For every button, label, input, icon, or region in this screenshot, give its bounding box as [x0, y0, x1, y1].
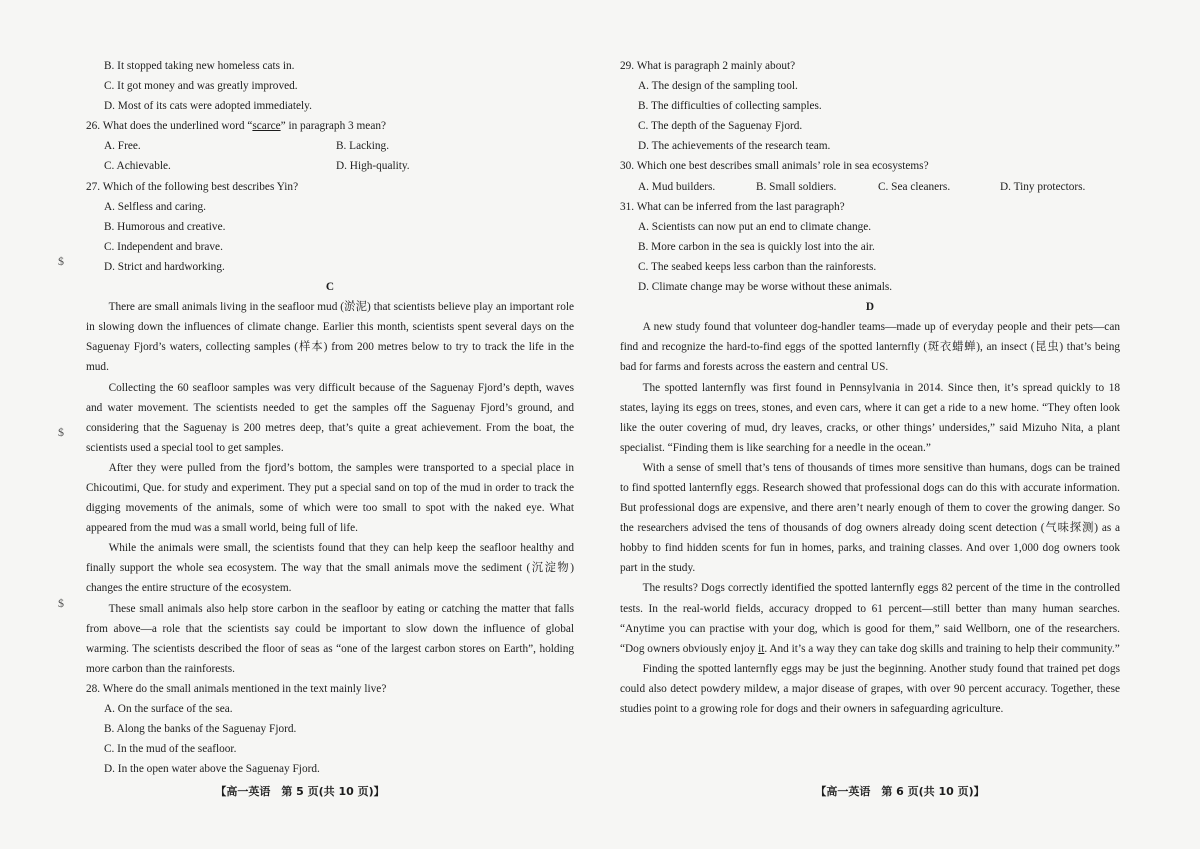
- q26-option-b[interactable]: B. Lacking.: [336, 140, 390, 153]
- q31-option-b[interactable]: B. More carbon in the sea is quickly lost into the air.: [638, 240, 875, 253]
- q28-option-d[interactable]: D. In the open water above the Saguenay Fjord.: [104, 763, 320, 776]
- q29-stem: 29. What is paragraph 2 mainly about?: [620, 60, 796, 72]
- q26-options: [86, 156, 574, 176]
- q28-option-b[interactable]: B. Along the banks of the Saguenay Fjord.: [104, 723, 297, 736]
- q26-options: [86, 136, 574, 156]
- q30-stem: 30. Which one best describes small animals’ role in sea ecosystems?: [620, 160, 929, 173]
- q30-option-b[interactable]: B. Small soldiers.: [756, 180, 837, 193]
- q26-option-d[interactable]: D. High-quality.: [336, 160, 410, 173]
- q26-option-a[interactable]: A. Free.: [104, 140, 141, 153]
- section-d-heading: D: [865, 301, 875, 314]
- q31-option-c[interactable]: C. The seabed keeps less carbon than the rainforests.: [638, 260, 877, 273]
- q26-stem: 26. What does the underlined word “scarce” in paragraph 3 mean?: [86, 120, 386, 133]
- q30-option-a[interactable]: A. Mud builders.: [638, 180, 716, 193]
- q28-stem: 28. Where do the small animals mentioned in the text mainly live?: [86, 682, 387, 695]
- underlined-word: it: [758, 642, 765, 655]
- passage-d-paragraph-5: Finding the spotted lanternfly eggs may be just the beginning. Another study found that trained pet dogs could also detect powdery mildew, a major disease of grapes, with over 90 percent accuracy. Together, these studies point to a growing role for dogs and their owners in safeguarding agriculture.: [620, 662, 1120, 715]
- page-footer-5: 【高一英语 第 5 页(共 10 页)】: [215, 785, 385, 798]
- binding-mark: $: [58, 254, 64, 268]
- q30-option-c[interactable]: C. Sea cleaners.: [878, 180, 951, 193]
- passage-d-paragraph-3: With a sense of smell that’s tens of thousands of times more sensitive than humans, dogs can be trained to find spotted lanternfly eggs. Research showed that professional dogs can do this with accurate information. But professional dogs are expensive, and there aren’t nearly enough of them to cover the growing danger. So the researchers advised the tens of thousands of dog owners already doing scent detection (气味探测) as a hobby to find hidden scents for fun in homes, parks, and training classes. And over 1,000 dog owners took part in the study.: [620, 461, 1120, 575]
- q27-option-a[interactable]: A. Selfless and caring.: [104, 200, 206, 213]
- passage-c-paragraph-3: After they were pulled from the fjord’s bottom, the samples were transported to a special place in Chicoutimi, Que. for study and experiment. They put a special sand on top of the mud in order to track the digging movements of the animals, some of which were too small to spot with the naked eye. What appeared from the mud was a small world, being full of life.: [86, 461, 574, 535]
- q29-option-c[interactable]: C. The depth of the Saguenay Fjord.: [638, 120, 803, 133]
- q31-option-a[interactable]: A. Scientists can now put an end to climate change.: [638, 220, 872, 233]
- binding-mark: $: [58, 425, 64, 439]
- passage-c-paragraph-1: There are small animals living in the seafloor mud (淤泥) that scientists believe play an important role in slowing down the influences of climate change. Earlier this month, scientists spent several days on the Saguenay Fjord’s waters, collecting samples (样本) from 200 metres below to try to track the life in the mud.: [86, 301, 574, 374]
- q29-option-a[interactable]: A. The design of the sampling tool.: [638, 80, 798, 93]
- passage-c-paragraph-4: While the animals were small, the scientists found that they can help keep the seafloor healthy and finally support the whole sea ecosystem. The way that the small animals move the sediment (沉淀物) changes the entire structure of the ecosystem.: [86, 542, 574, 595]
- q31-option-d[interactable]: D. Climate change may be worse without these animals.: [638, 281, 893, 294]
- q25-option-b[interactable]: B. It stopped taking new homeless cats in.: [104, 60, 295, 72]
- q31-stem: 31. What can be inferred from the last paragraph?: [620, 200, 845, 213]
- q28-option-a[interactable]: A. On the surface of the sea.: [104, 703, 233, 715]
- q27-option-c[interactable]: C. Independent and brave.: [104, 240, 223, 253]
- underlined-word: scarce: [252, 120, 281, 133]
- q25-option-c[interactable]: C. It got money and was greatly improved.: [104, 80, 298, 93]
- passage-c-paragraph-2: Collecting the 60 seafloor samples was very difficult because of the Saguenay Fjord’s depth, waves and water movement. The scientists needed to get the samples off the Saguenay Fjord’s ground, and considering that the Saguenay is 200 metres deep, that’s quite a great achievement. From the boat, the scientists used a special tool to get samples.: [86, 381, 574, 454]
- q25-option-d[interactable]: D. Most of its cats were adopted immediately.: [104, 100, 312, 113]
- binding-mark: $: [58, 596, 64, 610]
- q27-option-b[interactable]: B. Humorous and creative.: [104, 220, 226, 233]
- q30-option-d[interactable]: D. Tiny protectors.: [1000, 180, 1086, 193]
- passage-d-paragraph-1: A new study found that volunteer dog-handler teams—made up of everyday people and their pets—can find and recognize the hard-to-find eggs of the spotted lanternfly (斑衣蜡蝉), an insect (昆虫) that’s being bad for farms and forests across the eastern and central US.: [620, 321, 1120, 374]
- passage-d-paragraph-4: The results? Dogs correctly identified the spotted lanternfly eggs 82 percent of the time in the controlled tests. In the real-world fields, accuracy dropped to 61 percent—still better than many human searches. “Anytime you can practise with your dog, which is good for them,” said Wellborn, one of the researchers. “Dog owners obviously enjoy it. And it’s a way they can take dog skills and training to help their community.”: [620, 582, 1120, 655]
- page-footer-6: 【高一英语 第 6 页(共 10 页)】: [815, 785, 985, 798]
- q30-options: [620, 177, 1120, 197]
- q26-option-c[interactable]: C. Achievable.: [104, 160, 171, 173]
- q27-stem: 27. Which of the following best describes Yin?: [86, 180, 299, 193]
- passage-d-paragraph-2: The spotted lanternfly was first found in Pennsylvania in 2014. Since then, it’s spread quickly to 18 states, laying its eggs on trees, stones, and even cars, where it can get a ride to a new home. “They often look like the outer covering of mud, dry leaves, cracks, or other things’ undersides,” said Mizuho Nita, a plant specialist. “Finding them is like searching for a needle in the ocean.”: [620, 381, 1120, 454]
- section-c-heading: C: [325, 281, 335, 294]
- q29-option-b[interactable]: B. The difficulties of collecting samples.: [638, 100, 822, 113]
- q29-option-d[interactable]: D. The achievements of the research team.: [638, 140, 831, 153]
- q28-option-c[interactable]: C. In the mud of the seafloor.: [104, 743, 237, 756]
- right-page: [600, 0, 1200, 849]
- right-column: [620, 56, 1120, 719]
- left-column: [86, 56, 574, 779]
- passage-c-paragraph-5: These small animals also help store carbon in the seafloor by eating or catching the matter that falls from above—a role that the scientists say could be important to slow down the influence of global warming. The scientists described the floor of seas as “one of the largest carbon stores on Earth”, holding more carbon than the rainforests.: [86, 602, 574, 675]
- q27-option-d[interactable]: D. Strict and hardworking.: [104, 260, 225, 273]
